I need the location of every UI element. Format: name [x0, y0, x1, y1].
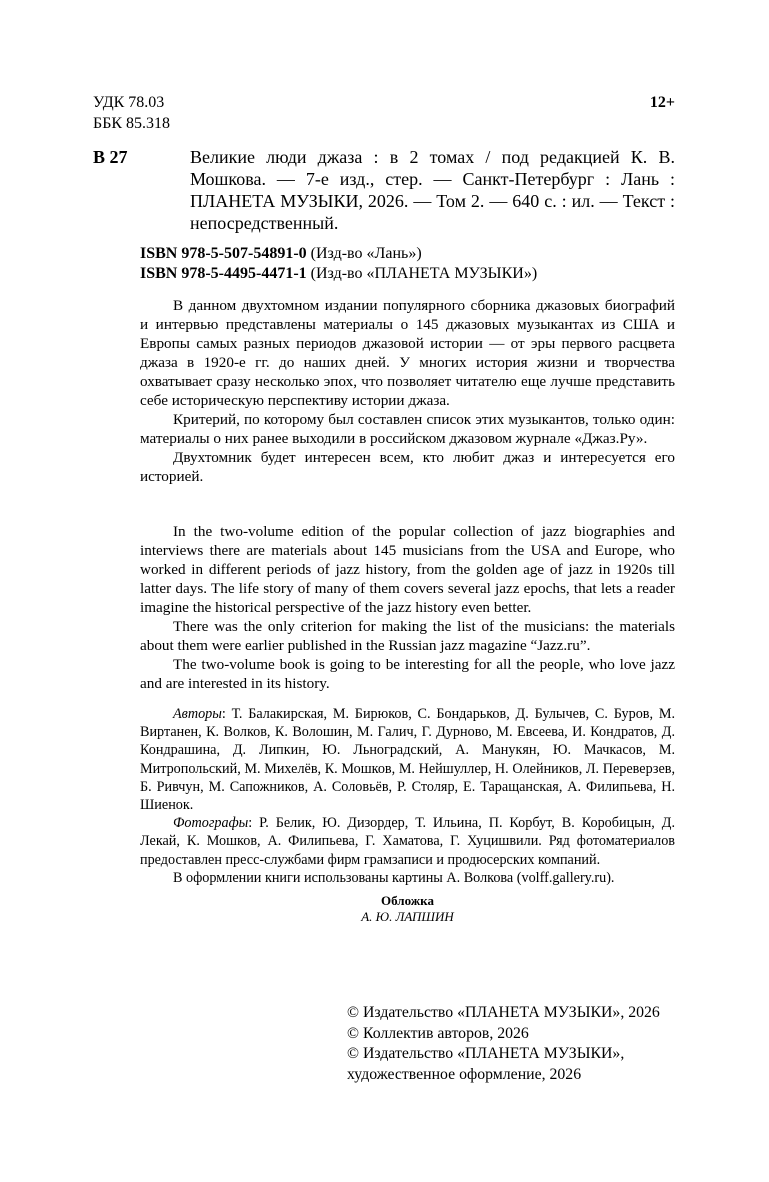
authors-credit — [140, 705, 675, 814]
imprint-page — [93, 92, 675, 925]
bibliographic-description — [190, 146, 675, 234]
bbk-code: ББК 85.318 — [93, 115, 171, 132]
isbn-number: ISBN 978-5-4495-4471-1 — [140, 265, 307, 282]
cover-designer: А. Ю. ЛАПШИН — [361, 909, 454, 925]
photographers-credit — [140, 814, 675, 869]
classification-codes — [93, 92, 170, 134]
cover-credit — [140, 893, 675, 925]
bibliographic-text: Великие люди джаза : в 2 томах / под редакцией К. В. Мошкова. — 7-е изд., стер. — Санкт-Петербург : Лань : ПЛАНЕТА МУЗЫКИ, 2026. — Том 2. — 640 с. : ил. — Текст : непосредственный. — [190, 147, 675, 233]
annotation-paragraph: Двухтомник будет интересен всем, кто любит джаз и интересуется его историей. — [140, 449, 675, 485]
photographers-label: Фотографы — [173, 815, 249, 832]
copyright-line: © Издательство «ПЛАНЕТА МУЗЫКИ», — [347, 1045, 625, 1062]
isbn-block — [140, 244, 675, 284]
isbn-publisher: (Изд-во «Лань») — [306, 245, 422, 262]
catalog-entry — [93, 146, 675, 234]
design-note: В оформлении книги использованы картины А. Волкова (volff.gallery.ru). — [173, 869, 615, 886]
copyright-line: художественное оформление, 2026 — [347, 1065, 582, 1083]
annotation-paragraph: The two-volume book is going to be interesting for all the people, who love jazz and are interested in its history. — [140, 656, 675, 692]
annotation-paragraph: В данном двухтомном издании популярного сборника джазовых биографий и интервью представлены материалы о 145 джазовых музыкантах из США и Европы самых разных периодов джазовой истории — от эры первого расцвета джаза в 1920-е гг. до наших дней. У многих история жизни и творчества охватывает сразу несколько эпох, что позволяет читателю еще лучше представить себе историческую перспективу истории джаза. — [140, 297, 675, 409]
age-rating: 12+ — [649, 94, 675, 111]
isbn-line — [140, 264, 675, 284]
annotation-english — [140, 522, 675, 693]
annotation-paragraph: There was the only criterion for making the list of the musicians: the materials about them were earlier published in the Russian jazz magazine “Jazz.ru”. — [140, 618, 675, 654]
annotation-russian — [140, 296, 675, 486]
udk-code: УДК 78.03 — [93, 94, 165, 111]
isbn-number: ISBN 978-5-507-54891-0 — [140, 245, 307, 262]
author-mark: В 27 — [93, 147, 128, 167]
annotation-paragraph: Критерий, по которому был составлен список этих музыкантов, только один: материалы о них ранее выходили в российском джазовом журнале «Джаз.Ру». — [140, 411, 675, 447]
cover-title: Обложка — [381, 893, 434, 909]
copyright-line: © Коллектив авторов, 2026 — [347, 1024, 529, 1042]
classification-row — [93, 92, 675, 134]
authors-list: : Т. Балакирская, М. Бирюков, С. Бондарьков, Д. Булычев, С. Буров, М. Виртанен, К. Волков, К. Волошин, М. Галич, Г. Дурново, М. Евсеева, И. Кондратов, Д. Кондрашина, Д. Липкин, Ю. Льноградский, А. Манукян, Ю. Мачкасов, М. Митропольский, М. Михелёв, К. Мошков, М. Нейшуллер, Н. Олейников, Л. Переверзев, Б. Ривчун, М. Сапожников, А. Соловьёв, Р. Столяр, Е. Таращанская, А. Филипьева, Н. Шиенок. — [140, 706, 675, 814]
annotation-paragraph: In the two-volume edition of the popular collection of jazz biographies and interviews there are materials about 145 musicians from the USA and Europe, who worked in different periods of jazz history, from the golden age of jazz in 1920s till latter days. The life story of many of them covers several jazz epochs, that lets a reader imagine the historical perspective of the jazz history even better. — [140, 523, 675, 616]
isbn-publisher: (Изд-во «ПЛАНЕТА МУЗЫКИ») — [306, 265, 538, 282]
copyright-block — [347, 1003, 660, 1085]
isbn-line — [140, 244, 675, 264]
credits — [140, 705, 675, 887]
photographers-list: : Р. Белик, Ю. Дизордер, Т. Ильина, П. Корбут, В. Коробицын, Д. Лекай, К. Мошков, А. Филипьева, Г. Хаматова, Г. Хуцишвили. Ряд фотоматериалов предоставлен пресс-службами фирм грамзаписи и продюсерских компаний. — [140, 815, 675, 868]
copyright-line: © Издательство «ПЛАНЕТА МУЗЫКИ», 2026 — [347, 1004, 660, 1021]
authors-label: Авторы — [173, 706, 222, 722]
